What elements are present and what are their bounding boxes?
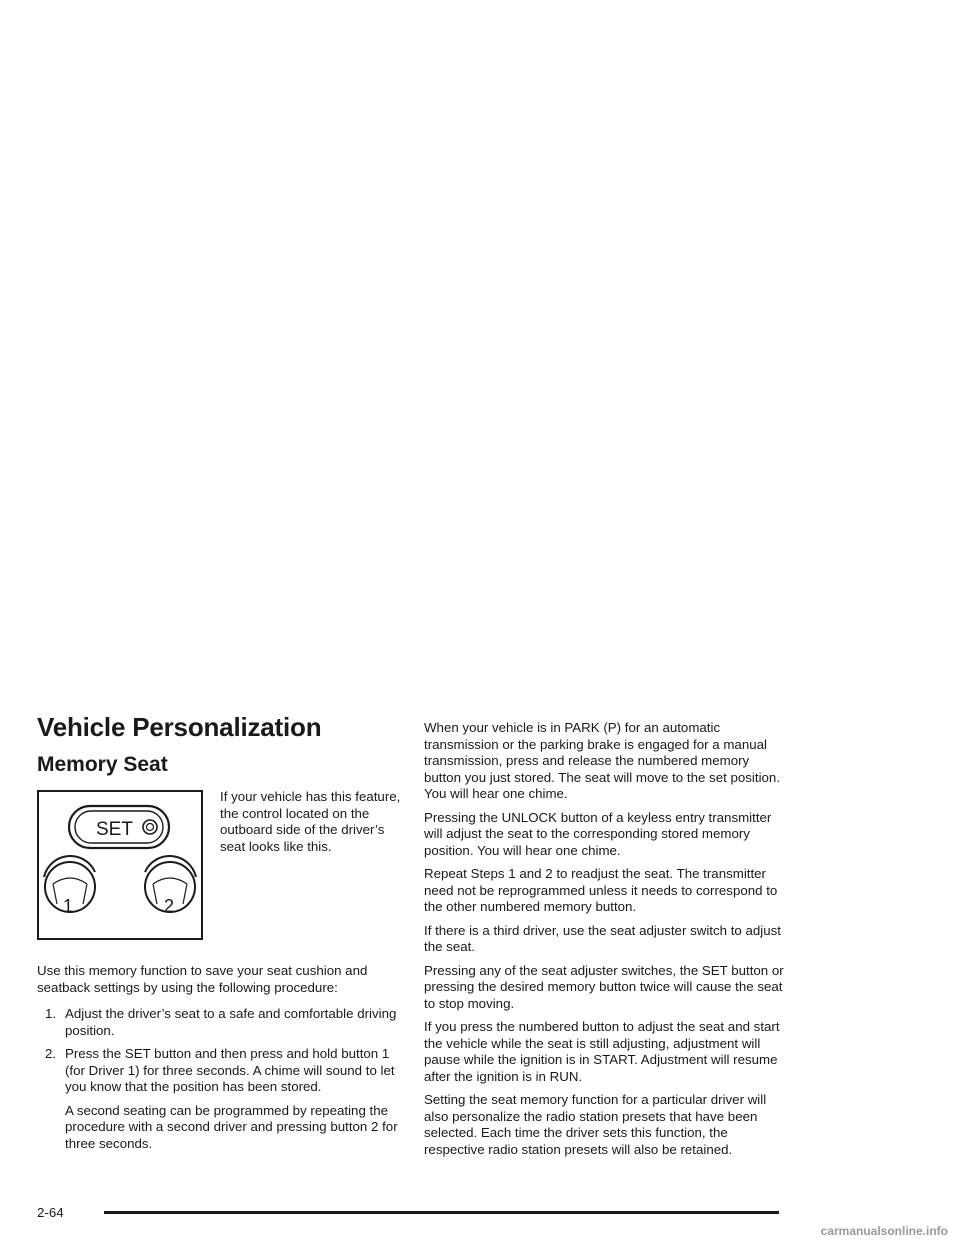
footer-rule: [104, 1211, 779, 1214]
set-indicator-center: [147, 824, 154, 831]
paragraph: Setting the seat memory function for a particular driver will also personalize the radio station presets that have been selected. Each time the driver sets this function, the respective radio station presets will also be retained.: [424, 1092, 767, 1157]
button-1-label: 1: [63, 896, 74, 916]
memory-seat-control-illustration: [39, 792, 201, 938]
page-heading: Vehicle Personalization: [37, 712, 322, 742]
button-1-contour: [53, 878, 87, 884]
button-1-bezel: [44, 856, 95, 877]
paragraph: If you press the numbered button to adjust the seat and start the vehicle while the seat is still adjusting, adjustment will pause while the ignition is in START. Adjustment will resume after the ignition is in RUN.: [424, 1019, 780, 1084]
paragraph: Repeat Steps 1 and 2 to readjust the seat. The transmitter need not be reprogrammed unless it needs to correspond to the other numbered memory button.: [424, 866, 778, 914]
paragraph: When your vehicle is in PARK (P) for an automatic transmission or the parking brake is engaged for a manual transmission, press and release the numbered memory button you just stored. The seat will move to the set position. You will hear one chime.: [424, 720, 781, 801]
step-number: 2.: [45, 1046, 57, 1061]
page-number: 2-64: [37, 1205, 64, 1220]
step-text: Adjust the driver’s seat to a safe and comfortable driving position.: [65, 1006, 397, 1038]
button-2-contour: [153, 878, 187, 884]
paragraph: Pressing the UNLOCK button of a keyless entry transmitter will adjust the seat to the corresponding stored memory position. You will hear one chime.: [424, 809, 772, 858]
watermark: carmanualsonline.info: [820, 1224, 948, 1238]
set-button-label: SET: [96, 819, 133, 840]
paragraph: If there is a third driver, use the seat adjuster switch to adjust the seat.: [424, 922, 781, 954]
intro-paragraph: Use this memory function to save your seat cushion and seatback settings by using the following procedure:: [37, 963, 368, 995]
button-2-bezel: [145, 856, 196, 877]
memory-seat-control-figure: [37, 790, 203, 940]
figure-caption: If your vehicle has this feature, the control located on the outboard side of the driver’s seat looks like this.: [220, 789, 401, 854]
set-indicator-light: [143, 820, 157, 834]
procedure-steps: [37, 1006, 407, 1159]
step-item: [37, 1046, 407, 1152]
right-column: [424, 720, 786, 1165]
step-number: 1.: [45, 1006, 57, 1021]
step-note: A second seating can be programmed by repeating the procedure with a second driver and pressing button 2 for three seconds.: [65, 1102, 398, 1151]
section-heading: Memory Seat: [37, 753, 168, 776]
button-2-label: 2: [164, 896, 175, 916]
step-item: [37, 1006, 407, 1039]
step-text: Press the SET button and then press and hold button 1 (for Driver 1) for three seconds. A chime will sound to let you know that the position has been stored.: [65, 1046, 395, 1094]
paragraph: Pressing any of the seat adjuster switches, the SET button or pressing the desired memory button twice will cause the seat to stop moving.: [424, 962, 784, 1011]
